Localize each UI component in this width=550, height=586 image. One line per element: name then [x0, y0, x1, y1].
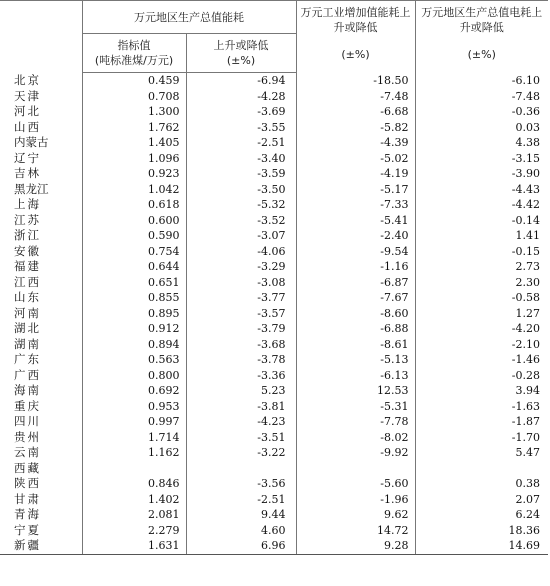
index-value-header [82, 34, 186, 73]
power-per-gdp-change-cell: 0.38 [415, 476, 548, 492]
table-row [0, 476, 548, 492]
energy-change-label: 上升或降低 [213, 39, 269, 52]
industry-energy-change-cell: -8.60 [296, 306, 415, 322]
region-name-cell: 重庆 [14, 398, 41, 413]
power-per-gdp-change-cell: -0.28 [415, 368, 548, 384]
table-row [0, 197, 548, 213]
index-value-cell: 1.714 [82, 430, 186, 446]
power-per-gdp-change-cell: -3.15 [415, 151, 548, 167]
table-row [0, 182, 548, 198]
index-value-cell: 1.042 [82, 182, 186, 198]
energy-change-cell: -3.55 [186, 120, 296, 136]
industry-energy-change-cell: -5.17 [296, 182, 415, 198]
table-row [0, 290, 548, 306]
industry-energy-change-cell: -5.13 [296, 352, 415, 368]
table-row [0, 414, 548, 430]
industry-energy-change-cell: -5.31 [296, 399, 415, 415]
region-name-cell: 吉林 [14, 166, 41, 180]
region-column-header [0, 1, 82, 73]
region-name-cell: 安徽 [14, 243, 41, 258]
energy-change-cell: -3.81 [186, 399, 296, 415]
index-value-cell: 0.953 [82, 399, 186, 415]
table-row [0, 166, 548, 182]
industry-energy-change-cell: 14.72 [296, 523, 415, 539]
energy-change-cell: -4.23 [186, 414, 296, 430]
industry-energy-change-cell: -7.78 [296, 414, 415, 430]
region-name-cell: 新疆 [0, 538, 82, 554]
energy-change-cell: -3.77 [186, 290, 296, 306]
energy-change-cell: -2.51 [186, 492, 296, 508]
industry-energy-change-cell: -4.19 [296, 166, 415, 182]
table-row [0, 368, 548, 384]
index-value-cell: 2.081 [82, 507, 186, 523]
power-per-gdp-change-cell: 2.30 [415, 275, 548, 291]
power-per-gdp-change-cell: 6.24 [415, 507, 548, 523]
index-value-cell: 0.800 [82, 368, 186, 384]
energy-change-cell: 6.96 [186, 538, 296, 554]
table-row [0, 89, 548, 105]
table-row [0, 151, 548, 167]
industry-energy-change-cell: -6.87 [296, 275, 415, 291]
power-per-gdp-change-cell: 14.69 [415, 538, 548, 554]
power-per-gdp-change-cell: 18.36 [415, 523, 548, 539]
power-per-gdp-change-cell: 0.03 [415, 120, 548, 136]
energy-change-cell: 5.23 [186, 383, 296, 399]
table-row [0, 73, 548, 89]
energy-change-cell: -3.69 [186, 104, 296, 120]
index-value-cell: 0.708 [82, 89, 186, 105]
industry-energy-change-cell: -6.68 [296, 104, 415, 120]
region-name-cell: 陕西 [14, 476, 41, 490]
power-per-gdp-change-cell: -6.10 [415, 73, 548, 89]
table-row [0, 352, 548, 368]
industry-energy-change-cell: 12.53 [296, 383, 415, 399]
energy-change-cell: 9.44 [186, 507, 296, 523]
power-per-gdp-change-cell: 2.07 [415, 492, 548, 508]
energy-change-cell: -3.56 [186, 476, 296, 492]
region-name-cell: 内蒙古 [14, 135, 49, 149]
region-name-cell: 辽宁 [14, 150, 41, 165]
power-per-gdp-change-cell: 1.41 [415, 228, 548, 244]
index-value-cell: 0.895 [82, 306, 186, 322]
region-name-cell: 天津 [14, 88, 41, 103]
table-row [0, 337, 548, 353]
industry-energy-change-cell: -5.41 [296, 213, 415, 229]
index-value-cell: 0.855 [82, 290, 186, 306]
power-per-gdp-change-cell: -4.20 [415, 321, 548, 337]
table-row [0, 275, 548, 291]
index-value-cell: 0.563 [82, 352, 186, 368]
energy-change-cell: 4.60 [186, 523, 296, 539]
energy-change-cell: -3.07 [186, 228, 296, 244]
region-name-cell: 山东 [14, 290, 41, 304]
energy-per-gdp-group-header [82, 1, 296, 34]
region-name-cell: 云南 [14, 445, 41, 459]
region-name-cell: 广西 [14, 367, 41, 382]
power-per-gdp-change-cell: -1.46 [415, 352, 548, 368]
energy-change-cell: -3.59 [186, 166, 296, 182]
index-value-cell: 0.754 [82, 244, 186, 260]
table-row [0, 538, 548, 554]
power-per-gdp-change-cell: 2.73 [415, 259, 548, 275]
power-per-gdp-change-cell: -0.58 [415, 290, 548, 306]
power-per-gdp-change-cell: -1.63 [415, 399, 548, 415]
power-per-gdp-change-cell: 3.94 [415, 383, 548, 399]
table-row [0, 461, 548, 477]
index-value-cell: 1.405 [82, 135, 186, 151]
power-per-gdp-change-cell: -0.36 [415, 104, 548, 120]
power-per-gdp-change-cell: -1.87 [415, 414, 548, 430]
index-value-cell: 0.644 [82, 259, 186, 275]
index-value-cell: 0.846 [82, 476, 186, 492]
index-value-cell: 0.459 [82, 73, 186, 89]
index-value-cell: 0.651 [82, 275, 186, 291]
industry-energy-change-cell: -9.54 [296, 244, 415, 260]
energy-per-gdp-group-label: 万元地区生产总值能耗 [134, 10, 244, 24]
index-value-cell: 1.162 [82, 445, 186, 461]
industry-energy-change-cell: -6.88 [296, 321, 415, 337]
region-name-cell: 青海 [14, 507, 41, 521]
table-row [0, 321, 548, 337]
region-name-cell: 北京 [14, 72, 41, 87]
industry-energy-change-cell: -5.82 [296, 120, 415, 136]
table-row [0, 430, 548, 446]
region-name-cell: 江西 [14, 274, 41, 289]
index-value-cell: 0.923 [82, 166, 186, 182]
region-name-cell: 上海 [14, 197, 41, 211]
index-value-cell: 0.997 [82, 414, 186, 430]
power-per-gdp-change-cell: 4.38 [415, 135, 548, 151]
region-name-cell: 甘肃 [14, 491, 41, 506]
industry-energy-change-cell: -2.40 [296, 228, 415, 244]
index-value-cell: 0.912 [82, 321, 186, 337]
index-value-cell: 1.402 [82, 492, 186, 508]
index-value-cell: 0.618 [82, 197, 186, 213]
table-row [0, 120, 548, 136]
table-row [0, 383, 548, 399]
region-name-cell: 浙江 [14, 228, 41, 242]
industry-energy-change-cell: -9.92 [296, 445, 415, 461]
energy-change-cell: -3.36 [186, 368, 296, 384]
energy-change-cell: -3.22 [186, 445, 296, 461]
energy-change-cell: -3.57 [186, 306, 296, 322]
energy-change-cell: -3.51 [186, 430, 296, 446]
energy-change-cell: -3.08 [186, 275, 296, 291]
index-value-unit: (吨标准煤/万元) [94, 54, 174, 67]
power-per-gdp-change-cell: -3.90 [415, 166, 548, 182]
energy-change-cell: -4.06 [186, 244, 296, 260]
industry-energy-change-cell: -1.96 [296, 492, 415, 508]
table-row [0, 213, 548, 229]
industry-energy-change-cell: 9.28 [296, 538, 415, 554]
industry-energy-change-cell [296, 461, 415, 477]
power-per-gdp-change-cell: 5.47 [415, 445, 548, 461]
index-value-cell: 1.096 [82, 151, 186, 167]
table-row [0, 523, 548, 539]
index-value-cell: 0.894 [82, 337, 186, 353]
region-name-cell: 海南 [14, 383, 41, 397]
power-per-gdp-change-cell [415, 461, 548, 477]
index-value-cell: 1.631 [82, 538, 186, 554]
industry-energy-change-cell: -5.60 [296, 476, 415, 492]
energy-change-cell [186, 461, 296, 477]
region-name-cell: 河南 [14, 305, 41, 320]
power-per-gdp-change-cell: 1.27 [415, 306, 548, 322]
table-row [0, 259, 548, 275]
energy-change-cell: -3.78 [186, 352, 296, 368]
energy-change-cell: -3.50 [186, 182, 296, 198]
energy-change-cell: -5.32 [186, 197, 296, 213]
table-body [0, 73, 548, 555]
table-row [0, 244, 548, 260]
energy-change-unit: (±%) [226, 54, 256, 67]
industry-energy-change-cell: -8.02 [296, 430, 415, 446]
table-row [0, 228, 548, 244]
industry-energy-change-cell: 9.62 [296, 507, 415, 523]
industry-energy-change-cell: -7.67 [296, 290, 415, 306]
industry-energy-change-cell: -5.02 [296, 151, 415, 167]
region-name-cell: 黑龙江 [14, 181, 49, 196]
index-value-cell: 2.279 [82, 523, 186, 539]
region-name-cell: 山西 [14, 119, 41, 134]
industry-energy-change-cell: -6.13 [296, 368, 415, 384]
energy-change-cell: -3.29 [186, 259, 296, 275]
industry-energy-change-cell: -18.50 [296, 73, 415, 89]
industry-energy-change-cell: -1.16 [296, 259, 415, 275]
region-name-cell: 西藏 [14, 460, 41, 475]
industry-energy-change-cell: -4.39 [296, 135, 415, 151]
index-value-cell: 0.600 [82, 213, 186, 229]
power-per-gdp-change-label-1: 万元地区生产总值电耗上 [421, 6, 543, 19]
table-row [0, 399, 548, 415]
table-row [0, 492, 548, 508]
energy-change-cell: -6.94 [186, 73, 296, 89]
region-name-cell: 河北 [14, 104, 41, 118]
index-value-cell: 0.590 [82, 228, 186, 244]
power-per-gdp-change-header [415, 1, 548, 73]
region-name-cell: 广东 [14, 352, 41, 366]
energy-change-header [186, 34, 296, 73]
industry-energy-change-cell: -7.33 [296, 197, 415, 213]
energy-change-cell: -3.40 [186, 151, 296, 167]
table-row [0, 135, 548, 151]
industry-energy-change-header [296, 1, 415, 73]
energy-change-cell: -2.51 [186, 135, 296, 151]
power-per-gdp-change-cell: -2.10 [415, 337, 548, 353]
index-value-cell [82, 461, 186, 477]
power-per-gdp-change-unit: (±%) [467, 48, 496, 61]
energy-change-cell: -3.68 [186, 337, 296, 353]
power-per-gdp-change-cell: -1.70 [415, 430, 548, 446]
industry-energy-change-cell: -7.48 [296, 89, 415, 105]
region-name-cell: 江苏 [14, 212, 41, 227]
index-value-label: 指标值 [117, 39, 151, 52]
energy-change-cell: -3.79 [186, 321, 296, 337]
index-value-cell: 1.762 [82, 120, 186, 136]
table-header [0, 1, 548, 73]
power-per-gdp-change-cell: -0.15 [415, 244, 548, 260]
power-per-gdp-change-cell: -0.14 [415, 213, 548, 229]
industry-energy-change-unit: (±%) [341, 48, 370, 61]
region-name-cell: 湖北 [14, 321, 41, 335]
energy-change-cell: -4.28 [186, 89, 296, 105]
industry-energy-change-label-2: 升或降低 [333, 21, 378, 34]
power-per-gdp-change-cell: -7.48 [415, 89, 548, 105]
industry-energy-change-label-1: 万元工业增加值能耗上 [300, 6, 411, 19]
index-value-cell: 0.692 [82, 383, 186, 399]
table-row [0, 507, 548, 523]
table-row [0, 306, 548, 322]
region-name-cell: 福建 [14, 259, 41, 273]
power-per-gdp-change-cell: -4.43 [415, 182, 548, 198]
energy-change-cell: -3.52 [186, 213, 296, 229]
index-value-cell: 1.300 [82, 104, 186, 120]
region-name-cell: 贵州 [14, 429, 41, 444]
region-name-cell: 宁夏 [14, 522, 41, 537]
region-name-cell: 湖南 [14, 336, 41, 351]
table-row [0, 445, 548, 461]
power-per-gdp-change-cell: -4.42 [415, 197, 548, 213]
power-per-gdp-change-label-2: 升或降低 [459, 21, 504, 34]
region-name-cell: 四川 [14, 414, 41, 428]
industry-energy-change-cell: -8.61 [296, 337, 415, 353]
table-row [0, 104, 548, 120]
